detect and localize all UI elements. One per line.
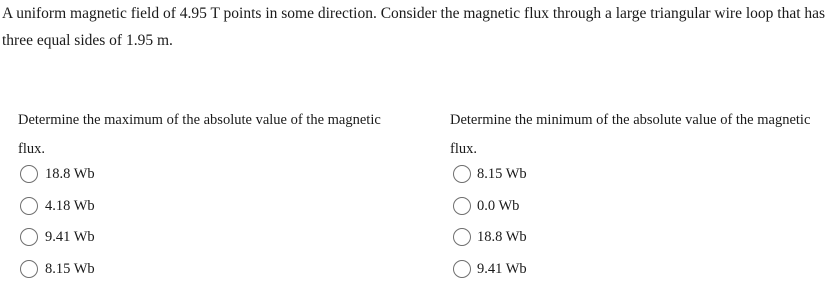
radio-button[interactable] xyxy=(453,165,471,183)
answer-option[interactable] xyxy=(18,228,398,260)
question-maximum-flux xyxy=(18,106,398,291)
radio-button[interactable] xyxy=(453,197,471,215)
question-minimum-flux xyxy=(450,106,830,291)
answer-options xyxy=(450,165,830,291)
problem-statement: A uniform magnetic field of 4.95 T points in some direction. Consider the magnetic flux through a large triangular wire loop that has three equal sides of 1.95 m. xyxy=(2,5,826,49)
answer-option-label[interactable]: 8.15 Wb xyxy=(45,260,95,277)
answer-option[interactable] xyxy=(450,197,830,229)
answer-option-label[interactable]: 9.41 Wb xyxy=(477,260,527,277)
answer-option-label[interactable]: 8.15 Wb xyxy=(477,166,527,182)
answer-option[interactable] xyxy=(450,228,830,260)
radio-button[interactable] xyxy=(20,197,38,215)
answer-option[interactable] xyxy=(18,197,398,229)
answer-option-label[interactable]: 18.8 Wb xyxy=(45,166,95,182)
answer-option[interactable] xyxy=(18,165,398,197)
radio-button[interactable] xyxy=(453,260,471,278)
answer-option-label[interactable]: 9.41 Wb xyxy=(45,229,95,245)
answer-option[interactable] xyxy=(450,260,830,292)
radio-button[interactable] xyxy=(20,228,38,246)
answer-option-label[interactable]: 0.0 Wb xyxy=(477,197,520,214)
answer-option[interactable] xyxy=(450,165,830,197)
question-prompt: Determine the maximum of the absolute value of the magnetic flux. xyxy=(18,112,381,157)
answer-option-label[interactable]: 4.18 Wb xyxy=(45,197,95,214)
radio-button[interactable] xyxy=(20,165,38,183)
answer-option[interactable] xyxy=(18,260,398,292)
radio-button[interactable] xyxy=(453,228,471,246)
answer-options xyxy=(18,165,398,291)
question-prompt: Determine the minimum of the absolute value of the magnetic flux. xyxy=(450,112,811,157)
answer-option-label[interactable]: 18.8 Wb xyxy=(477,229,527,245)
radio-button[interactable] xyxy=(20,260,38,278)
